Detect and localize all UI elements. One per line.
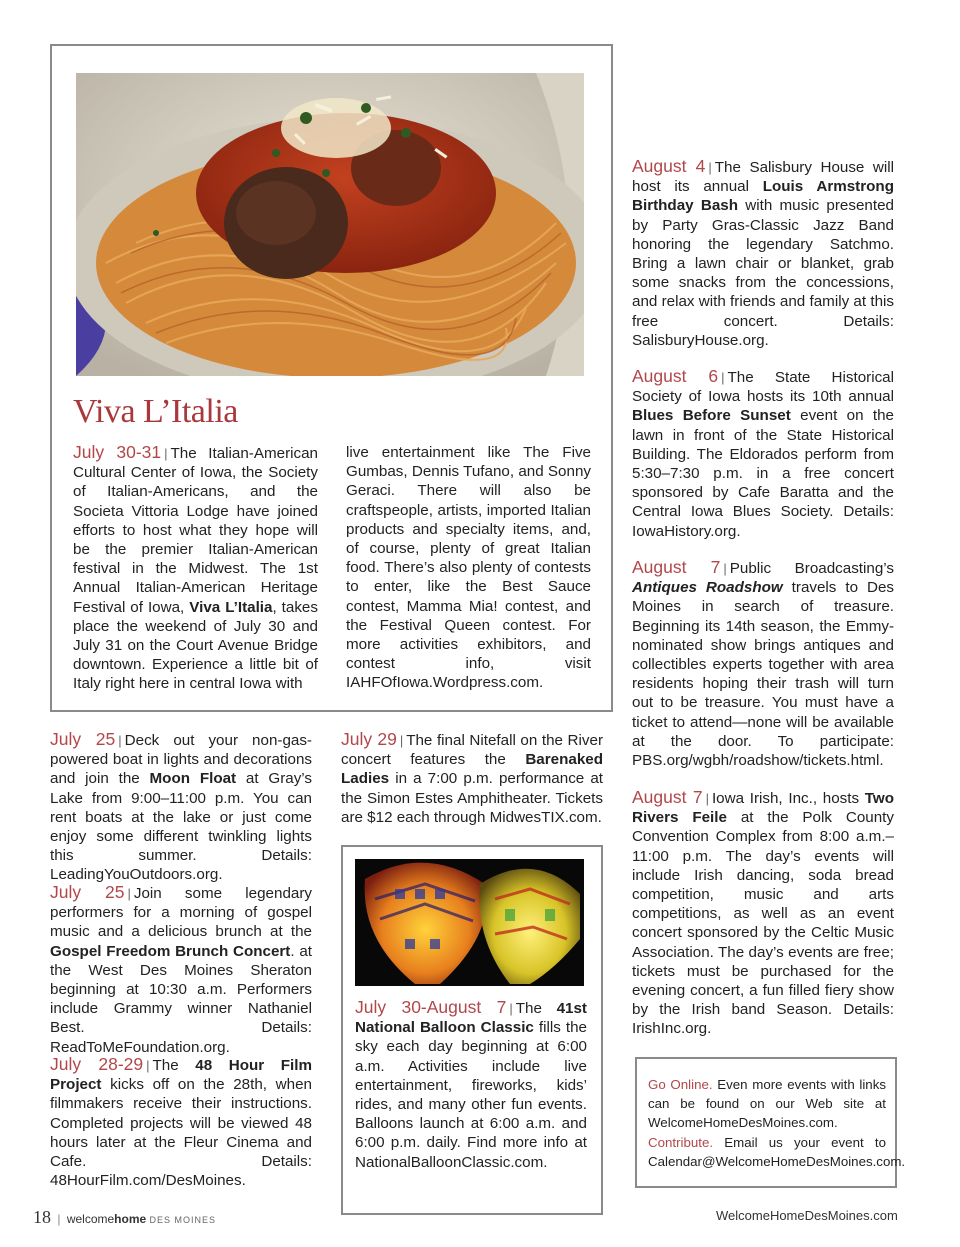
event-name: Antiques Roadshow [632,579,783,597]
brand-part: welcome [66,1212,115,1226]
event-name: 41st National Balloon Classic [355,1000,587,1037]
event-name: Louis Armstrong Birthday Bash [632,178,894,215]
event-text: at the Polk County Convention Complex from 8:00 a.m.–11:00 p.m. The day’s events will include Irish dancing, soda bread competition, music and arts competitions, as well as an event concert sponsored by the Celtic Music Association. The day’s events are free; tickets must be purchased for the evening concert, a fun filled fiery show by the Irish band Season. Details: IrishInc.org. [632,809,894,1038]
event-louis-armstrong [632,157,894,350]
date-separator: | [118,733,122,748]
event-date: July 29 [341,729,397,749]
event-date: July 30-August 7 [355,997,507,1017]
spaghetti-meatballs-photo [76,73,584,376]
italy-intro-cont: , takes place the weekend of July 30 and July 31 on the Court Avenue Bridge downtown. Experience a little bit of Italy right here in central Iowa with [73,598,318,693]
page-footer-left [33,1207,216,1228]
footer-website: WelcomeHomeDesMoines.com [716,1208,898,1223]
event-date: July 28-29 [50,1054,144,1074]
page-number: 18 [33,1207,51,1227]
event-text: travels to Des Moines in search of treasure. Beginning its 14th season, the Emmy-nominated show brings antiques and collectibles experts together with area residents hoping their trash will turn out to be treasure. You must have a ticket to attend—none will be available at the door. To participate: PBS.org/wgbh/roadshow/tickets.html. [632,579,894,770]
event-date: July 25 [50,729,116,749]
brand-city: DES MOINES [149,1215,217,1225]
event-moon-float [50,730,312,885]
event-text: The [152,1057,196,1074]
date-separator: | [723,561,727,576]
event-text: Join some legendary performers for a morning of gospel music and a delicious brunch at the [50,885,312,941]
event-text: . at the West Des Moines Sheraton beginning at 10:30 a.m. Performers include Grammy winner Nathaniel Best. Details: ReadToMeFoundation.org. [50,942,312,1056]
event-text: with music presented by Party Gras-Classic Jazz Band honoring the legendary Satchmo. Bring a lawn chair or blanket, grab some snacks from the concessions, and relax with friends and family at this free concert. Details: SalisburyHouse.org. [632,197,894,349]
event-antiques-roadshow [632,558,894,770]
event-balloon-classic [355,998,587,1172]
event-text: kicks off on the 28th, when filmmakers receive their instructions. Completed projects will be viewed 48 hours later at the Fleur Cinema and Cafe. Details: 48HourFilm.com/DesMoines. [50,1076,312,1190]
date-separator: | [399,733,404,748]
event-text: The Salisbury House will host its annual [632,159,894,196]
event-text: Public Broadcasting’s [729,560,894,577]
italy-event-name: Viva L’Italia [189,598,273,616]
event-name: Barenaked Ladies [341,751,603,788]
event-name: Moon Float [149,770,237,788]
hot-air-balloons-photo [355,859,584,986]
contribute-text: Email us your event to Calendar@WelcomeHomeDesMoines.com. [648,1134,906,1169]
date-separator: | [721,370,725,385]
date-separator: | [509,1001,513,1016]
go-online-text: Even more events with links can be found on our Web site at WelcomeHomeDesMoines.com. [648,1077,886,1131]
event-date: August 7 [632,787,703,807]
italy-col1 [73,443,318,694]
event-text: The final Nitefall on the River concert features the [341,732,603,769]
event-text: at Gray’s Lake from 9:00–11:00 p.m. You can rent boats at the lake or just come enjoy some different twinkling lights this summer. Details: LeadingYouOutdoors.org. [50,770,312,884]
feature-title: Viva L’Italia [73,393,238,430]
date-separator: | [146,1058,150,1073]
event-text: Deck out your non-gas-powered boat in lights and decorations and join the [50,732,312,788]
event-date: August 7 [632,557,721,577]
event-text: The [515,1000,557,1017]
event-text: event on the lawn in front of the State Historical Building. The Eldorados perform from 5:30–7:30 p.m. in a free concert sponsored by Cafe Baratta and the Central Iowa Blues Society. Details: IowaHistory.org. [632,407,894,540]
brand-part: home [114,1212,147,1226]
event-date: August 6 [632,366,719,386]
date-separator: | [705,791,709,806]
go-online-label: Go Online. [648,1077,713,1092]
event-name: Gospel Freedom Brunch Concert [50,942,291,960]
event-text: in a 7:00 p.m. performance at the Simon Estes Amphitheater. Tickets are $12 each through MidwesTIX.com. [341,770,603,826]
event-nitefall [341,730,603,827]
event-text: The State Historical Society of Iowa hosts its 10th annual [632,369,894,406]
date-separator: | [127,886,131,901]
event-blues-before-sunset [632,367,894,541]
date-separator: | [164,446,168,461]
event-date: August 4 [632,156,706,176]
event-text: Iowa Irish, Inc., hosts [711,790,865,807]
italy-col2-text: live entertainment like The Five Gumbas, Dennis Tufano, and Sonny Geraci. There will also be craftspeople, artists, imported Italian products and specialty items, and, of course, plenty of great Italian food. There’s also plenty of contests to enter, like the Best Sauce contest, Mamma Mia! contest, and the Festival Queen contest. For more activities exhibitors, and contest info, visit IAHFOfIowa.Wordpress.com. [346,444,591,692]
event-date: July 25 [50,882,125,902]
date-separator: | [708,160,712,175]
contribute-label: Contribute. [648,1134,714,1150]
italy-col2 [346,443,591,693]
event-name: Two Rivers Feile [632,790,894,827]
online-info-text [648,1075,906,1171]
event-name: Blues Before Sunset [632,407,791,425]
event-date: July 30-31 [73,442,162,462]
event-48-hour-film [50,1055,312,1190]
event-gospel-brunch [50,883,312,1057]
italy-intro: The Italian-American Cultural Center of Iowa, the Society of Italian-Americans, and the Societa Vittoria Lodge have joined efforts to host what they hope will be the premier Italian-American festival in the Midwest. The 1st Annual Italian-American Heritage Festival of Iowa, [73,445,318,616]
event-two-rivers-feile [632,788,894,1039]
brand-logo [67,1212,146,1226]
footer-separator: | [57,1212,61,1226]
event-name: 48 Hour Film Project [50,1057,312,1094]
event-text: fills the sky each day beginning at 6:00 a.m. Activities include live entertainment, fireworks, kids’ rides, and many other fun events. Balloons launch at 6:00 a.m. and 6:00 p.m. daily. Find more info at NationalBalloonClassic.com. [355,1019,587,1171]
